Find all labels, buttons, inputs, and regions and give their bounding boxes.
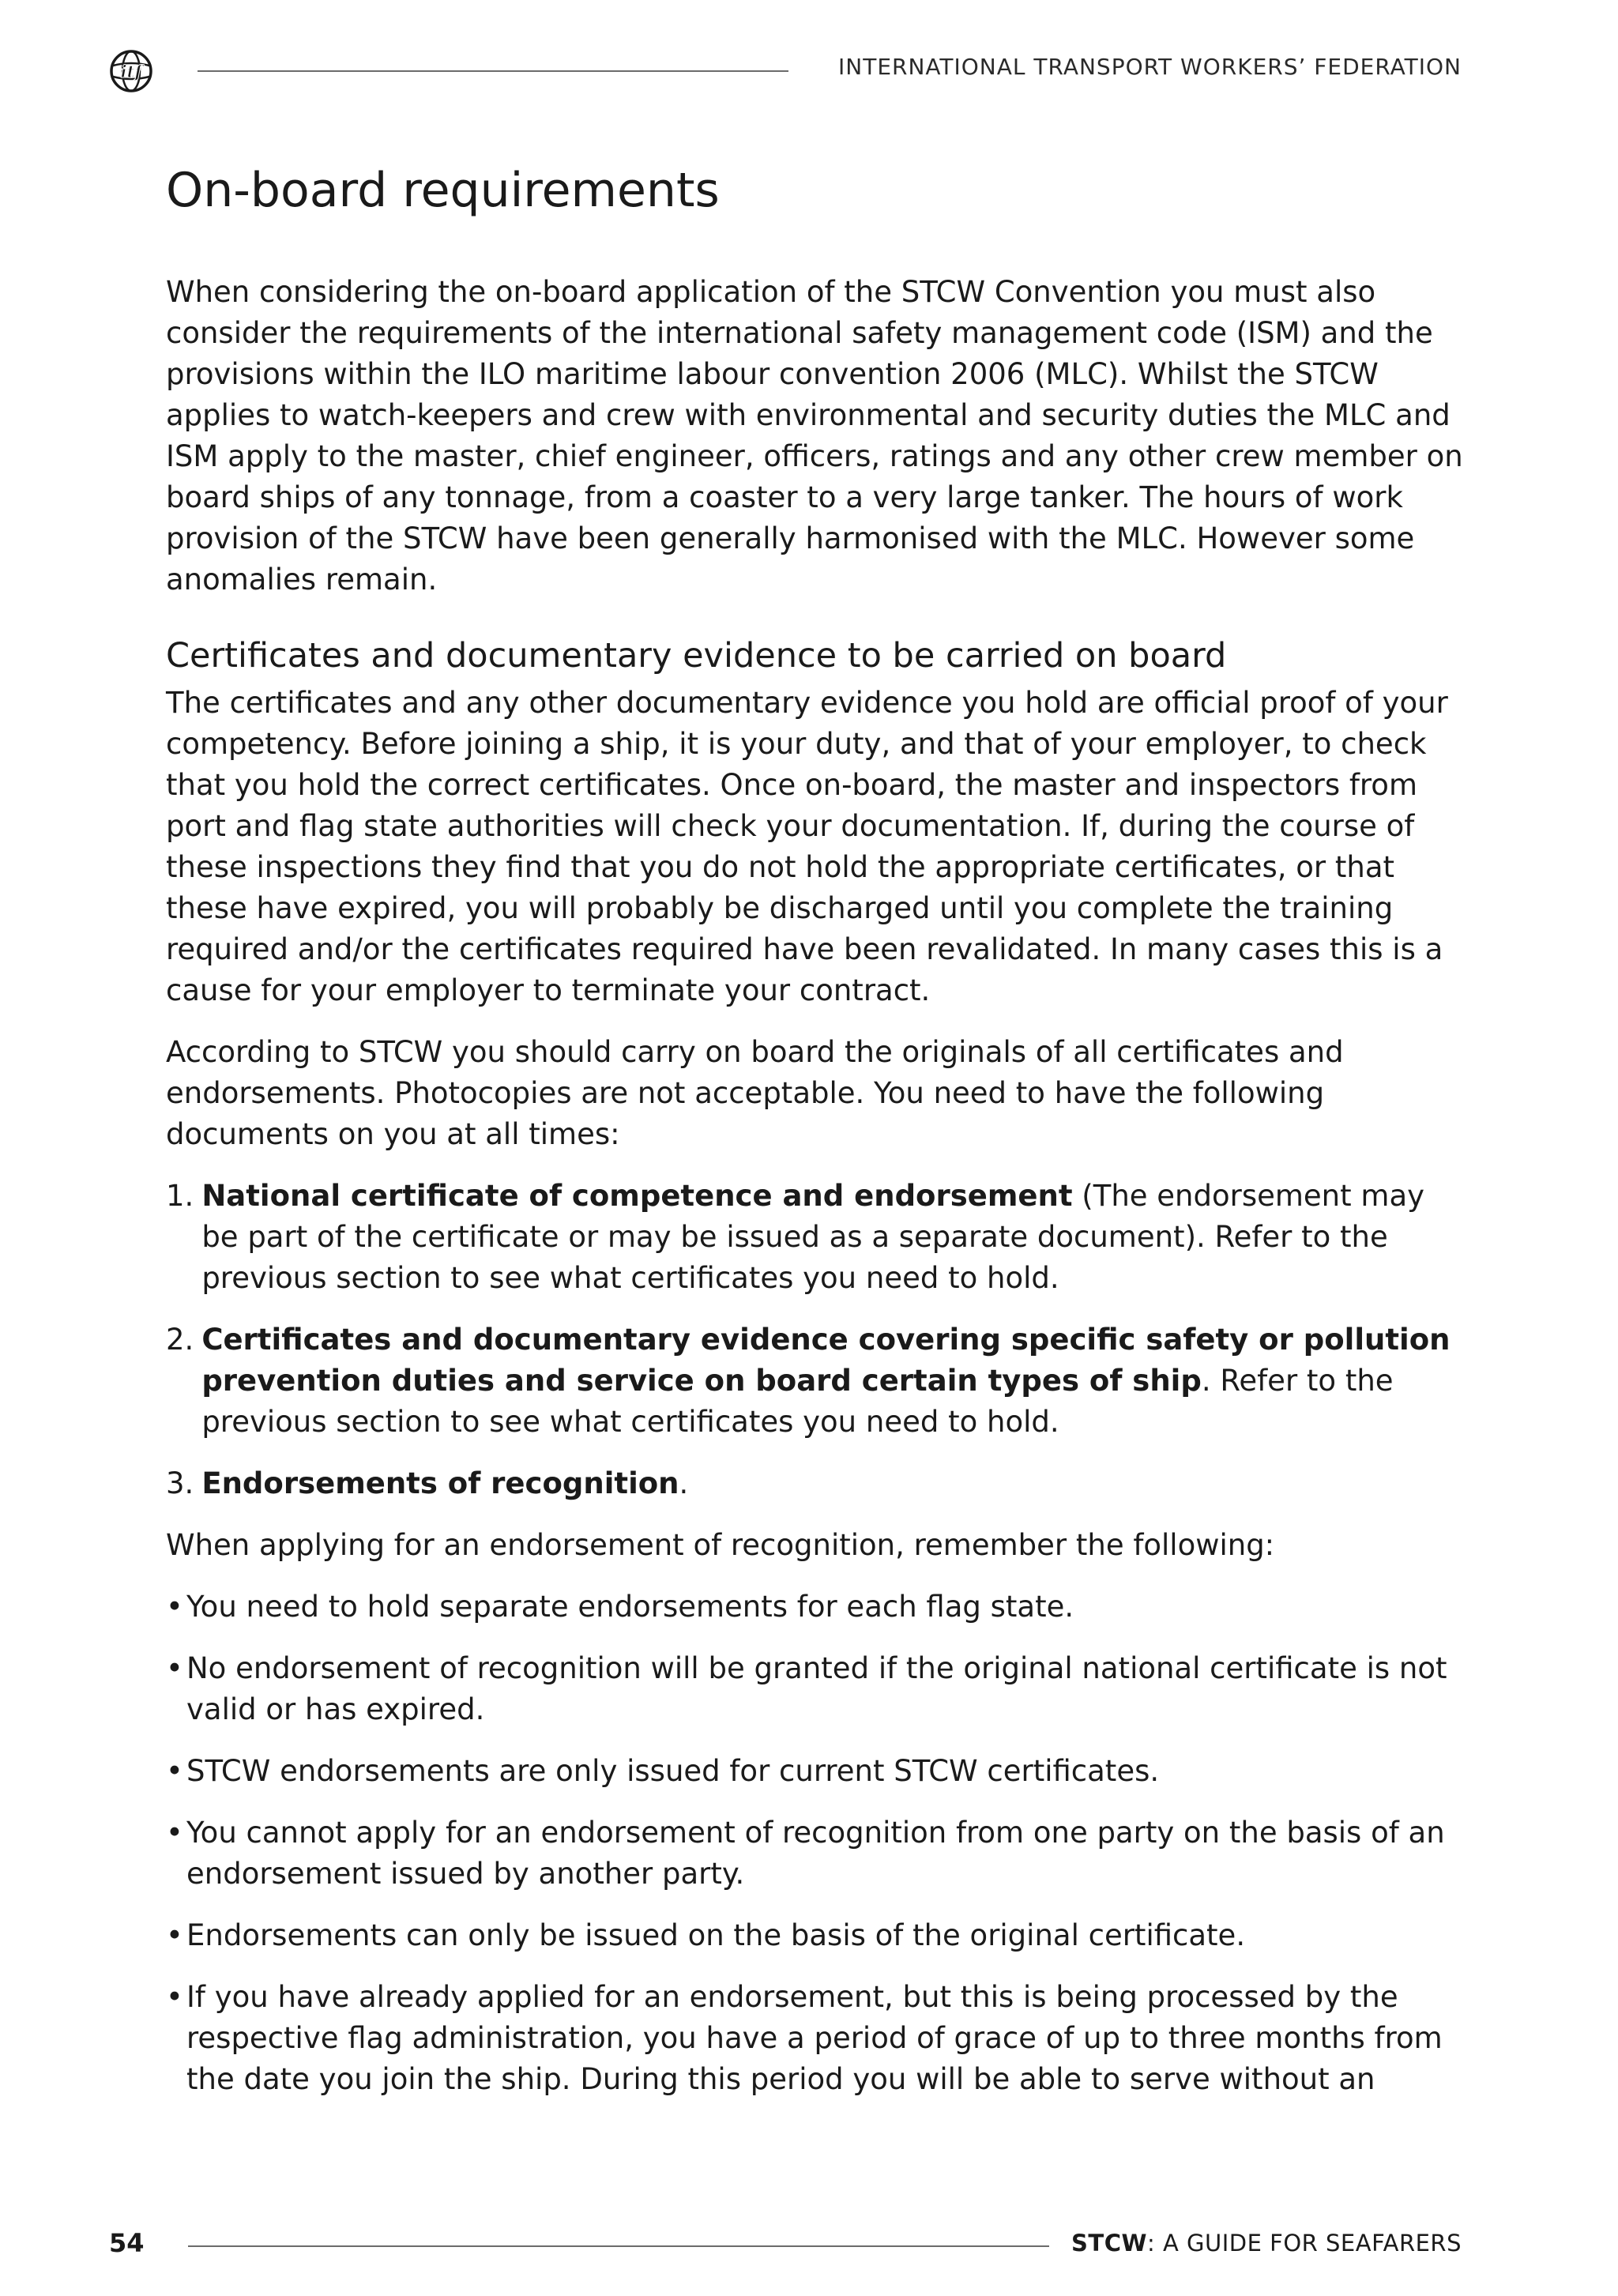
bullet-icon: • [166,1590,183,1624]
list-item-rest: (The endorsement may be part of the certificate or may be issued as a separate document). Refer to the previous section to see what certificates you need to hold. [201,1179,1425,1295]
bullet-text: No endorsement of recognition will be granted if the original national certificate is not valid or has expired. [186,1651,1447,1726]
bullet-text: You need to hold separate endorsements for each flag state. [186,1590,1074,1624]
page-content [166,155,1469,2121]
bullet-item [166,1977,1469,2100]
section-paragraph-2: According to STCW you should carry on board the originals of all certificates and endorsements. Photocopies are not acceptable. You need to have the following documents on you at all times: [166,1035,1344,1151]
intro-paragraph: When considering the on-board application of the STCW Convention you must also consider the requirements of the international safety management code (ISM) and the provisions within the ILO maritime labour convention 2006 (MLC). Whilst the STCW applies to watch-keepers and crew with environmental and security duties the MLC and ISM apply to the master, chief engineer, officers, ratings and any other crew member on board ships of any tonnage, from a coaster to a very large tanker. The hours of work provision of the STCW have been generally harmonised with the MLC. However some anomalies remain. [166,275,1463,597]
itf-globe-logo-icon [109,49,153,93]
footer-publication-title [1071,2230,1462,2256]
required-documents-list [166,1176,1469,1504]
list-item [166,1176,1469,1299]
list-item-number: 1. [166,1179,194,1213]
list-item-text [201,1319,1469,1443]
list-item-rest: . Refer to the previous section to see what certificates you need to hold. [201,1364,1394,1439]
bullet-text: STCW endorsements are only issued for current STCW certificates. [186,1754,1160,1788]
bullet-item [166,1812,1469,1895]
bullet-item [166,1915,1469,1956]
list-item-text [201,1176,1469,1299]
bullet-icon: • [166,1816,183,1850]
list-item-text [201,1463,1469,1504]
section-paragraph-1: The certificates and any other documentary evidence you hold are official proof of your competency. Before joining a ship, it is your duty, and that of your employer, to check that you hold the correct certificates. Once on-board, the master and inspectors from port and flag state authorities will check your documentation. If, during the course of these inspections they find that you do not hold the appropriate certificates, or that these have expired, you will probably be discharged until you complete the training required and/or the certificates required have been revalidated. In many cases this is a cause for your employer to terminate your contract. [166,686,1448,1007]
list-item-number: 3. [166,1466,194,1500]
bullet-text: If you have already applied for an endorsement, but this is being processed by the respective flag administration, you have a period of grace of up to three months from the date you join the ship. During this period you will be able to serve without an [186,1980,1443,2096]
section-title: Certificates and documentary evidence to be carried on board [166,636,1227,676]
page-title: On-board requirements [166,163,720,218]
bullet-item [166,1586,1469,1628]
footer-title-rest: : A GUIDE FOR SEAFARERS [1146,2230,1462,2256]
list-item-bold: Endorsements of recognition [201,1466,679,1500]
page-number: 54 [109,2228,145,2258]
bullet-icon: • [166,1918,183,1952]
list-item-bold: National certificate of competence and endorsement [201,1179,1073,1213]
bullet-text: You cannot apply for an endorsement of recognition from one party on the basis of an endorsement issued by another party. [186,1816,1445,1891]
list-item [166,1319,1469,1443]
list-item-bold: Certificates and documentary evidence covering specific safety or pollution prevention duties and service on board certain types of ship [201,1323,1451,1398]
bullet-item [166,1648,1469,1730]
footer-title-bold: STCW [1071,2230,1147,2256]
header-organization: INTERNATIONAL TRANSPORT WORKERS’ FEDERATION [838,54,1462,80]
list-item [166,1463,1469,1504]
svg-text:itf: itf [120,62,142,81]
header-rule [198,70,788,72]
bullet-text: Endorsements can only be issued on the basis of the original certificate. [186,1918,1246,1952]
section-paragraph-3: When applying for an endorsement of recognition, remember the following: [166,1528,1275,1562]
footer-rule [188,2245,1049,2247]
bullet-icon: • [166,1980,183,2014]
bullet-item [166,1751,1469,1792]
list-item-number: 2. [166,1323,194,1357]
list-item-rest: . [679,1466,689,1500]
bullet-icon: • [166,1651,183,1685]
endorsement-notes-list [166,1586,1469,2100]
bullet-icon: • [166,1754,183,1788]
